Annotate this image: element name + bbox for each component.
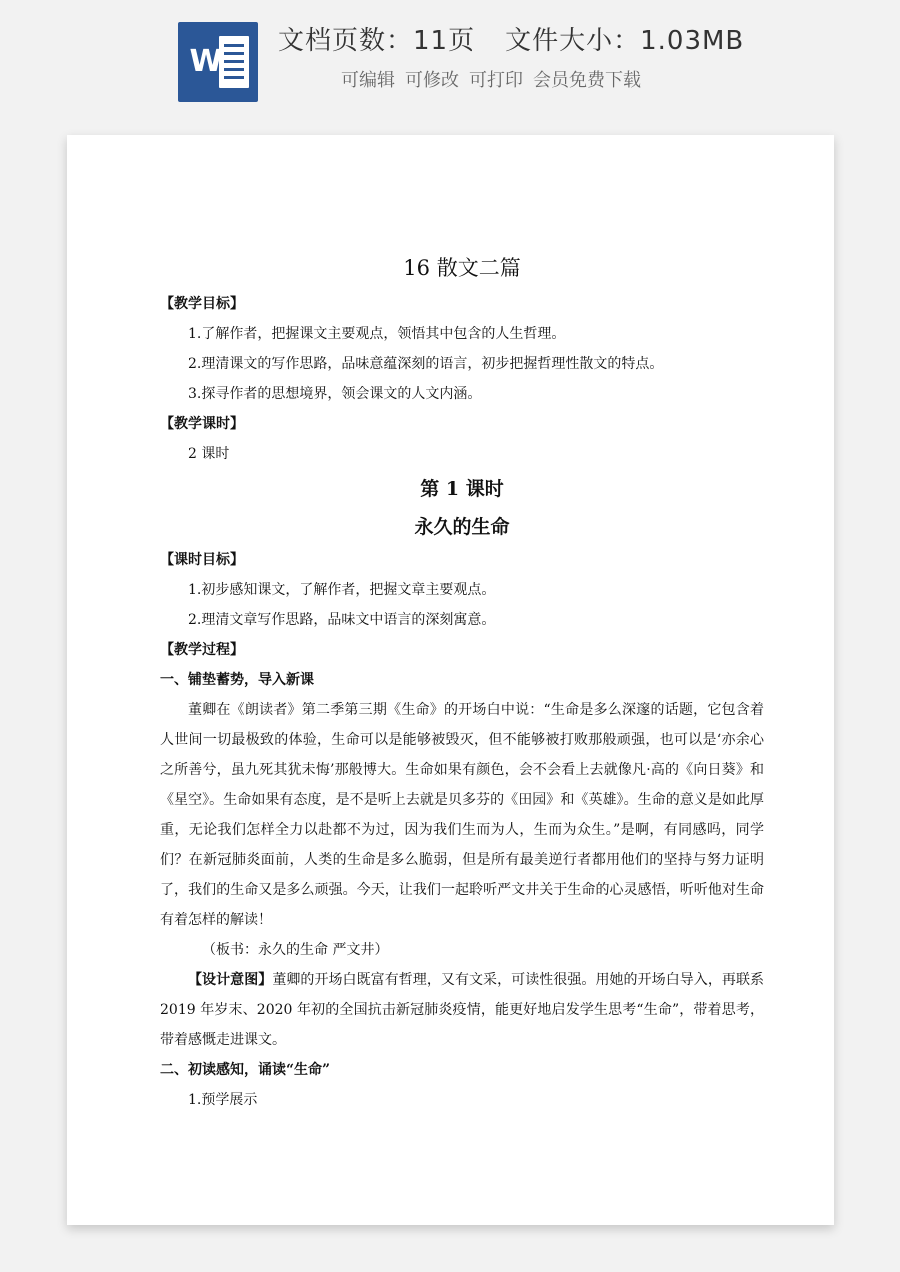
lesson-title: 第 1 课时 [420, 478, 504, 500]
download-banner [0, 0, 900, 120]
feature-editable: 可编辑 [341, 70, 395, 91]
step-1-heading: 一、铺垫蓄势，导入新课 [160, 672, 314, 688]
design-intent-text: 董卿的开场白既富有哲理，又有文采，可读性很强。用她的开场白导入，再联系 2019 年岁末、2020 年初的全国抗击新冠肺炎疫情，能更好地启发学生思考“生命”，带着思考，带着感慨走进课文。 [160, 972, 765, 1048]
lesson-goal-1: 1.初步感知课文，了解作者，把握文章主要观点。 [188, 582, 496, 598]
feature-list [341, 66, 651, 92]
word-icon-letter: W [189, 44, 223, 79]
step-2-heading: 二、初读感知，诵读“生命” [160, 1062, 331, 1078]
page-count: 文档页数：11页 [278, 26, 476, 56]
teaching-goal-3: 3.探寻作者的思想境界，领会课文的人文内涵。 [188, 386, 482, 402]
document-title: 16 散文二篇 [403, 256, 521, 280]
feature-member-download: 会员免费下载 [533, 70, 641, 91]
design-intent-label: 【设计意图】 [188, 972, 273, 988]
feature-printable: 可打印 [469, 70, 523, 91]
teaching-hours: 2 课时 [188, 446, 230, 462]
file-size: 文件大小：1.03MB [505, 26, 745, 56]
design-intent-paragraph [160, 965, 764, 1055]
word-document-icon [178, 22, 258, 102]
step-2-item-1: 1.预学展示 [188, 1092, 258, 1108]
lesson-goal-2: 2.理清文章写作思路，品味文中语言的深刻寓意。 [188, 612, 496, 628]
teaching-goal-2: 2.理清课文的写作思路，品味意蕴深刻的语言，初步把握哲理性散文的特点。 [188, 356, 664, 372]
feature-modifiable: 可修改 [405, 70, 459, 91]
teaching-process-heading: 【教学过程】 [160, 642, 244, 658]
teaching-goals-heading: 【教学目标】 [160, 296, 244, 312]
document-page [67, 135, 834, 1225]
file-info [278, 20, 774, 57]
lesson-goals-heading: 【课时目标】 [160, 552, 244, 568]
step-1-paragraph: 董卿在《朗读者》第二季第三期《生命》的开场白中说：“生命是多么深邃的话题，它包含着人世间一切最极致的体验，生命可以是能够被毁灭，但不能够被打败那般顽强，也可以是‘亦余心之所善兮，虽九死其犹未悔’那般博大。生命如果有颜色，会不会看上去就像凡·高的《向日葵》和《星空》。生命如果有态度，是不是听上去就是贝多芬的《田园》和《英雄》。生命的意义是如此厚重，无论我们怎样全力以赴都不为过，因为我们生而为人，生而为众生。”是啊，有同感吗，同学们？在新冠肺炎面前，人类的生命是多么脆弱，但是所有最美逆行者都用他们的坚持与努力证明了，我们的生命又是多么顽强。今天，让我们一起聆听严文井关于生命的心灵感悟，听听他对生命有着怎样的解读！ [160, 702, 764, 928]
teaching-goal-1: 1.了解作者，把握课文主要观点，领悟其中包含的人生哲理。 [188, 326, 566, 342]
teaching-hours-heading: 【教学课时】 [160, 416, 244, 432]
lesson-subtitle: 永久的生命 [414, 516, 510, 538]
board-note: （板书：永久的生命 严文井） [202, 942, 389, 958]
document-body [160, 253, 764, 1115]
